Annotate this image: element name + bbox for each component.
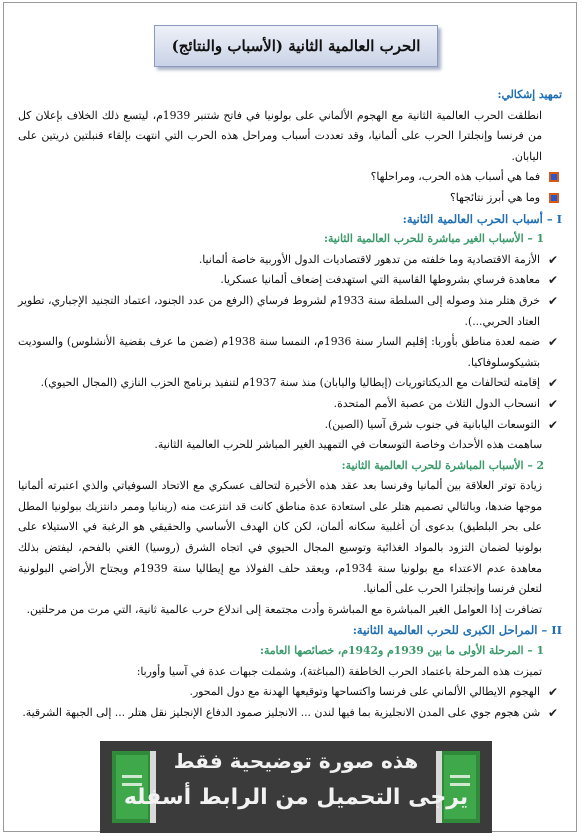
check-icon: ✔ bbox=[547, 685, 558, 700]
list-item: ✔ خرق هتلر منذ وصوله إلى السلطة سنة 1933م لشروط فرساي (الرفع من عدد الجنود، اعتماد التجنيد الإجباري، تطوير العتاد الحربي...). bbox=[18, 291, 562, 332]
intro-question bbox=[18, 167, 562, 188]
question-bullet-icon bbox=[548, 171, 560, 183]
intro-text: انطلقت الحرب العالمية الثانية مع الهجوم الألماني على بولونيا في فاتح شتنبر 1939م، ليتسع ذلك الخلاف بإعلان كل من فرنسا وإنجلترا الحرب على ألمانيا، وقد تعددت أسباب ومراحل هذه الحرب التي انتهت بإلقاء قنبلتين ذريتين على اليابان. bbox=[18, 108, 543, 163]
check-icon: ✔ bbox=[547, 335, 558, 350]
intro-heading: تمهيد إشكالي: bbox=[497, 88, 562, 101]
section-heading: II – المراحل الكبرى للحرب العالمية الثانية: bbox=[352, 623, 562, 638]
paragraph: زيادة توتر العلاقة بين ألمانيا وفرنسا بعد عقد هذه الأخيرة لتحالف عسكري مع الاتحاد السوفياتي والذي اعتبرته ألمانيا موجها ضدها، وبالتالي تصميم هتلر على استعادة عدة مناطق كانت قد انتزعت منه (رينانيا وممر دانتزيك ببولونيا المطل على بحر البلطيق) بدعوى أن أغلبية سكانه ألمان، لكن كان الهدف الأساسي والحقيقي هو الرغبة في الاستيلاء على بولونيا لضمان التزود بالمواد الغذائية وتوسيع المجال الحيوي في اتجاه الشرق (روسيا) الغني بالفحم، ليفتض بذلك معاهدة عدم الاعتداء مع بولونيا سنة 1934م، ويعقد حلف الفولاذ مع إيطاليا سنة 1939م ويجتاح الأراضي البولونية لتعلن فرنسا وإنجلترا الحرب على ألمانيا. bbox=[18, 479, 542, 596]
check-icon: ✔ bbox=[547, 417, 558, 432]
paragraph: تميزت هذه المرحلة باعتماد الحرب الخاطفة (المباغتة)، وشملت جبهات عدة في آسيا وأوربا: bbox=[136, 664, 542, 678]
list-item: ✔ ضمه لعدة مناطق بأوربا: إقليم السار سنة 1936م، النمسا سنة 1938م (ضمن ما عرف بقضية الأنشلوس) والسوديت بتشيكوسلوفاكيا. bbox=[18, 332, 562, 373]
list-item: ✔ إقامته لتحالفات مع الديكتاتوريات (إيطاليا واليابان) منذ سنة 1937م لتنفيذ برنامج الحزب النازي (المجال الحيوي). bbox=[18, 373, 562, 394]
check-icon: ✔ bbox=[547, 396, 558, 411]
title-box bbox=[154, 25, 438, 67]
check-icon: ✔ bbox=[547, 705, 558, 720]
paragraph: تضافرت إذا العوامل الغير المباشرة مع المباشرة وأدت مجتمعة إلى اندلاع حرب عالمية ثانية، التي مرت من مرحلتين. bbox=[26, 602, 542, 616]
download-notice-banner bbox=[100, 741, 492, 833]
subsection-heading: 2 – الأسباب المباشرة للحرب العالمية الثانية: bbox=[341, 458, 544, 472]
list-item: ✔ انسحاب الدول الثلاث من عصبة الأمم المتحدة. bbox=[18, 394, 562, 415]
causes-list bbox=[18, 250, 562, 435]
check-icon: ✔ bbox=[547, 293, 558, 308]
document-content bbox=[18, 85, 562, 723]
list-item: ✔ التوسعات اليابانية في جنوب شرق آسيا (الصين). bbox=[18, 415, 562, 436]
list-item: ✔ معاهدة فرساي بشروطها القاسية التي استهدفت إضعاف ألمانيا عسكريا. bbox=[18, 270, 562, 291]
paragraph: ساهمت هذه الأحداث وخاصة التوسعات في التمهيد الغير المباشر للحرب العالمية الثانية. bbox=[154, 438, 542, 452]
section-heading: I – أسباب الحرب العالمية الثانية: bbox=[402, 211, 562, 226]
question-text: فما هي أسباب هذه الحرب، ومراحلها؟ bbox=[370, 170, 540, 184]
subsection-heading: 1 – الأسباب الغير مباشرة للحرب العالمية الثانية: bbox=[323, 232, 544, 246]
document-page bbox=[3, 2, 577, 832]
list-item: ✔ الهجوم الايطالي الألماني على فرنسا واكتساحها وتوقيعها الهدنة مع دول المحور. bbox=[18, 682, 562, 703]
banner-line-2: يرجى التحميل من الرابط أسفله bbox=[123, 785, 469, 810]
page-title: الحرب العالمية الثانية (الأسباب والنتائج) bbox=[171, 37, 421, 55]
list-item: ✔ الأزمة الاقتصادية وما خلفته من تدهور لاقتصاديات الدول الأوربية خاصة ألمانيا. bbox=[18, 250, 562, 271]
check-icon: ✔ bbox=[547, 376, 558, 391]
intro-question bbox=[18, 188, 562, 209]
phase-list bbox=[18, 682, 562, 723]
banner-line-1: هذه صورة توضيحية فقط bbox=[173, 749, 419, 773]
list-item: ✔ شن هجوم جوي على المدن الانجليزية بما فيها لندن ... الانجليز صمود الدفاع الإنجليز نقل هتلر ... إلى الجبهة الشرقية. bbox=[18, 703, 562, 724]
question-bullet-icon bbox=[548, 192, 560, 204]
question-text: وما هي أبرز نتائجها؟ bbox=[450, 190, 540, 204]
check-icon: ✔ bbox=[547, 273, 558, 288]
check-icon: ✔ bbox=[547, 252, 558, 267]
subsection-heading: 1 – المرحلة الأولى ما بين 1939م و1942م، خصائصها العامة: bbox=[259, 644, 544, 658]
